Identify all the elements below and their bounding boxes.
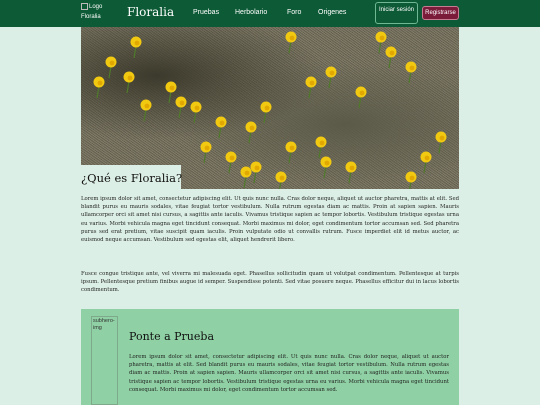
broken-image-icon xyxy=(81,3,88,10)
nav-link-herbolario[interactable]: Herbolario xyxy=(235,9,268,16)
logo-alt-text: Logo xyxy=(89,4,103,10)
card-title: Ponte a Prueba xyxy=(129,330,214,343)
nav-link-foro[interactable]: Foro xyxy=(287,9,302,16)
intro-paragraph-1: Lorem ipsum dolor sit amet, consectetur adipiscing elit. Ut quis nunc nulla. Cras dolor neque, aliquet ut auctor pharetra, mattis at elit. Sed blandit purus eu mauris sodales, vitae feugiat tortor vestibulum. Nulla rutrum egestas diam ac mattis. Proin at sapien sapien. Mauris ullamcorper orci sit amet nisi cursus, a sagittis ante iaculis. Vivamus tristique sapien ac tempor lobortis. Vestibulum tristique egestas urna eu varius. Morbi vehicula magna eget tincidunt consequat. Morbi maximus mi dolor, eget condimentum tortor accumsan sed. Sed pharetra purus sed erat pretium, vitae suscipit quam iaculis. Proin vulputate odio ut convallis rutrum. Fusce imperdiet elit id metus auctor, ac euismod neque accumsan. Vestibulum sed egestas elit, aliquet hendrerit libero. xyxy=(81,196,459,244)
register-button[interactable]: Registrarse xyxy=(422,6,459,20)
top-navbar xyxy=(0,0,540,27)
subhero-image: subhero-img xyxy=(91,316,118,405)
login-button[interactable]: Iniciar sesión xyxy=(375,2,418,24)
page-title: ¿Qué es Floralia? xyxy=(81,171,183,185)
nav-link-origenes[interactable]: Origenes xyxy=(318,9,347,16)
card-text: Lorem ipsum dolor sit amet, consectetur adipiscing elit. Ut quis nunc nulla. Cras dolor neque, aliquet ut auctor pharetra, mattis at elit. Sed blandit purus eu mauris sodales, vitae feugiat tortor vestibulum. Nulla rutrum egestas diam ac mattis. Proin at sapien sapien. Mauris ullamcorper orci sit amet nisi cursus, a sagittis ante iaculis. Vivamus tristique sapien ac tempor lobortis. Vestibulum tristique egestas urna eu varius. Morbi vehicula magna eget tincidunt consequat. Morbi maximus mi dolor, eget condimentum tortor accumsan sed. xyxy=(129,354,449,393)
brand-name[interactable]: Floralia xyxy=(127,5,175,19)
intro-paragraph-2: Fusce congue tristique ante, vel viverra mi malesuada eget. Phasellus sollicitudin quam ut volutpat condimentum. Pellentesque at turpis ipsum. Pellentesque pretium finibus augue id semper. Suspendisse potenti. Sed vitae posuere neque. Phasellus efficitur dui in lacus lobortis condimentum. xyxy=(81,271,459,294)
nav-link-pruebas[interactable]: Pruebas xyxy=(193,9,220,16)
logo-image[interactable] xyxy=(81,3,111,23)
logo-caption: Floralia xyxy=(81,14,101,20)
